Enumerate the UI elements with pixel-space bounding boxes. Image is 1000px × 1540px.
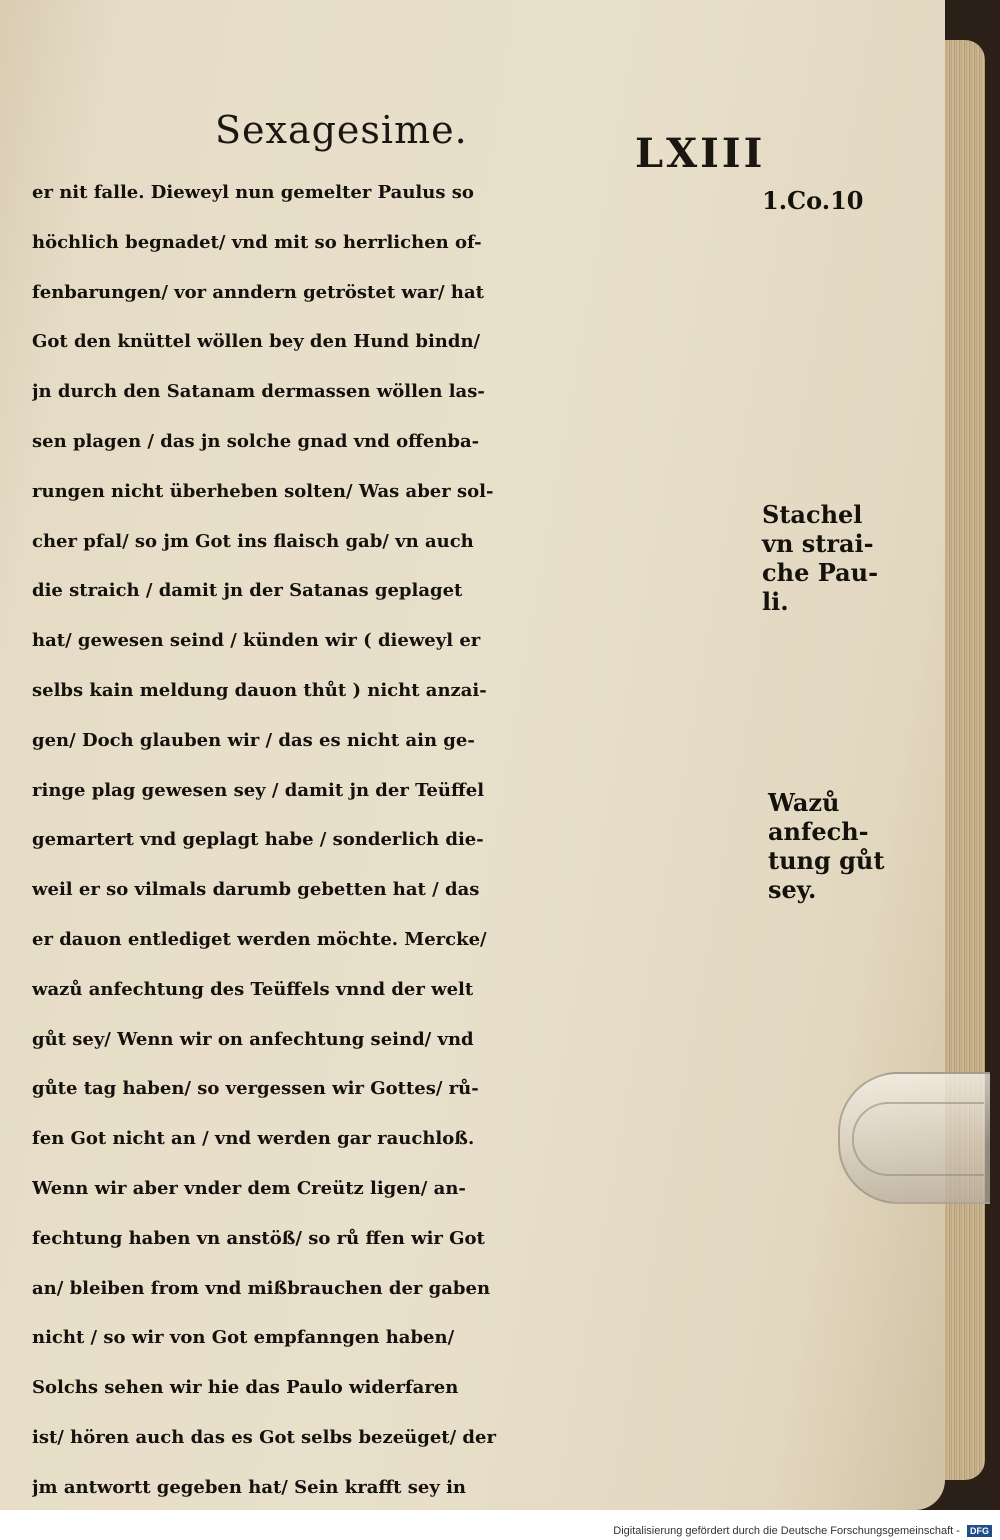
page-clip-loop bbox=[852, 1102, 984, 1176]
page-clip bbox=[838, 1072, 990, 1204]
text-line: höchlich begnadet/ vnd mit so herrlichen of- bbox=[32, 231, 482, 253]
text-line: fechtung haben vn anstöß/ so rů ffen wir Got bbox=[32, 1227, 485, 1249]
text-line: jn durch den Satanam dermassen wöllen las- bbox=[32, 381, 485, 403]
text-line: gůte tag haben/ so vergessen wir Gottes/ rů- bbox=[32, 1078, 479, 1100]
text-line: er nit falle. Dieweyl nun gemelter Paulus so bbox=[32, 182, 474, 203]
funding-credit bbox=[613, 1525, 992, 1537]
text-line: hat/ gewesen seind / künden wir ( dieweyl er bbox=[32, 630, 481, 652]
text-line: Got den knüttel wöllen bey den Hund bindn/ bbox=[32, 331, 481, 353]
dfg-logo: DFG bbox=[967, 1525, 992, 1537]
margin-note-line: che Pau- bbox=[762, 558, 879, 587]
running-head: Sexagesime. bbox=[215, 108, 468, 152]
text-line: an/ bleiben from vnd mißbrauchen der gaben bbox=[32, 1277, 491, 1299]
margin-note-line: 1.Co.10 bbox=[762, 186, 864, 215]
text-line: sen plagen / das jn solche gnad vnd offenba- bbox=[32, 430, 480, 452]
margin-note-line: tung gůt bbox=[768, 846, 885, 875]
text-line: cher pfal/ so jm Got ins flaisch gab/ vn auch bbox=[32, 530, 474, 552]
funding-credit-text: Digitalisierung gefördert durch die Deutsche Forschungsgemeinschaft - bbox=[613, 1525, 960, 1538]
text-line: gůt sey/ Wenn wir on anfechtung seind/ vnd bbox=[32, 1028, 474, 1050]
margin-note-line: Wazů bbox=[768, 788, 840, 817]
text-line: ringe plag gewesen sey / damit jn der Teüffel bbox=[32, 779, 485, 801]
text-line: jm antwortt gegeben hat/ Sein krafft sey in bbox=[32, 1476, 466, 1498]
body-text bbox=[32, 168, 757, 1513]
text-line: Wenn wir aber vnder dem Creütz ligen/ an- bbox=[32, 1177, 466, 1199]
margin-note-line: Stachel bbox=[762, 500, 863, 529]
text-line: weil er so vilmals darumb gebetten hat / das bbox=[32, 879, 480, 901]
margin-note-line: li. bbox=[762, 587, 789, 616]
folio-number: LXIII bbox=[635, 130, 766, 177]
text-line: gemartert vnd geplagt habe / sonderlich die- bbox=[32, 829, 484, 851]
text-line: selbs kain meldung dauon thůt ) nicht anzai- bbox=[32, 679, 487, 701]
margin-note-wazu bbox=[768, 788, 884, 904]
text-line: wazů anfechtung des Teüffels vnnd der welt bbox=[32, 978, 474, 1000]
text-line: gen/ Doch glauben wir / das es nicht ain ge- bbox=[32, 729, 475, 751]
margin-note-stachel bbox=[762, 500, 878, 616]
text-line: er dauon entlediget werden möchte. Mercke/ bbox=[32, 928, 487, 950]
margin-note-line: sey. bbox=[768, 875, 817, 904]
text-line: fen Got nicht an / vnd werden gar rauchloß. bbox=[32, 1128, 475, 1150]
text-line: rungen nicht überheben solten/ Was aber sol- bbox=[32, 480, 494, 502]
text-line: nicht / so wir von Got empfanngen haben/ bbox=[32, 1327, 455, 1349]
margin-note-line: vn strai- bbox=[762, 529, 874, 558]
margin-note-reference bbox=[762, 186, 864, 215]
text-line: Solchs sehen wir hie das Paulo widerfaren bbox=[32, 1377, 459, 1399]
text-line: ist/ hören auch das es Got selbs bezeüget/ der bbox=[32, 1426, 496, 1448]
margin-note-line: anfech- bbox=[768, 817, 869, 846]
text-line: die straich / damit jn der Satanas geplaget bbox=[32, 580, 463, 602]
text-line: fenbarungen/ vor anndern getröstet war/ hat bbox=[32, 281, 484, 303]
